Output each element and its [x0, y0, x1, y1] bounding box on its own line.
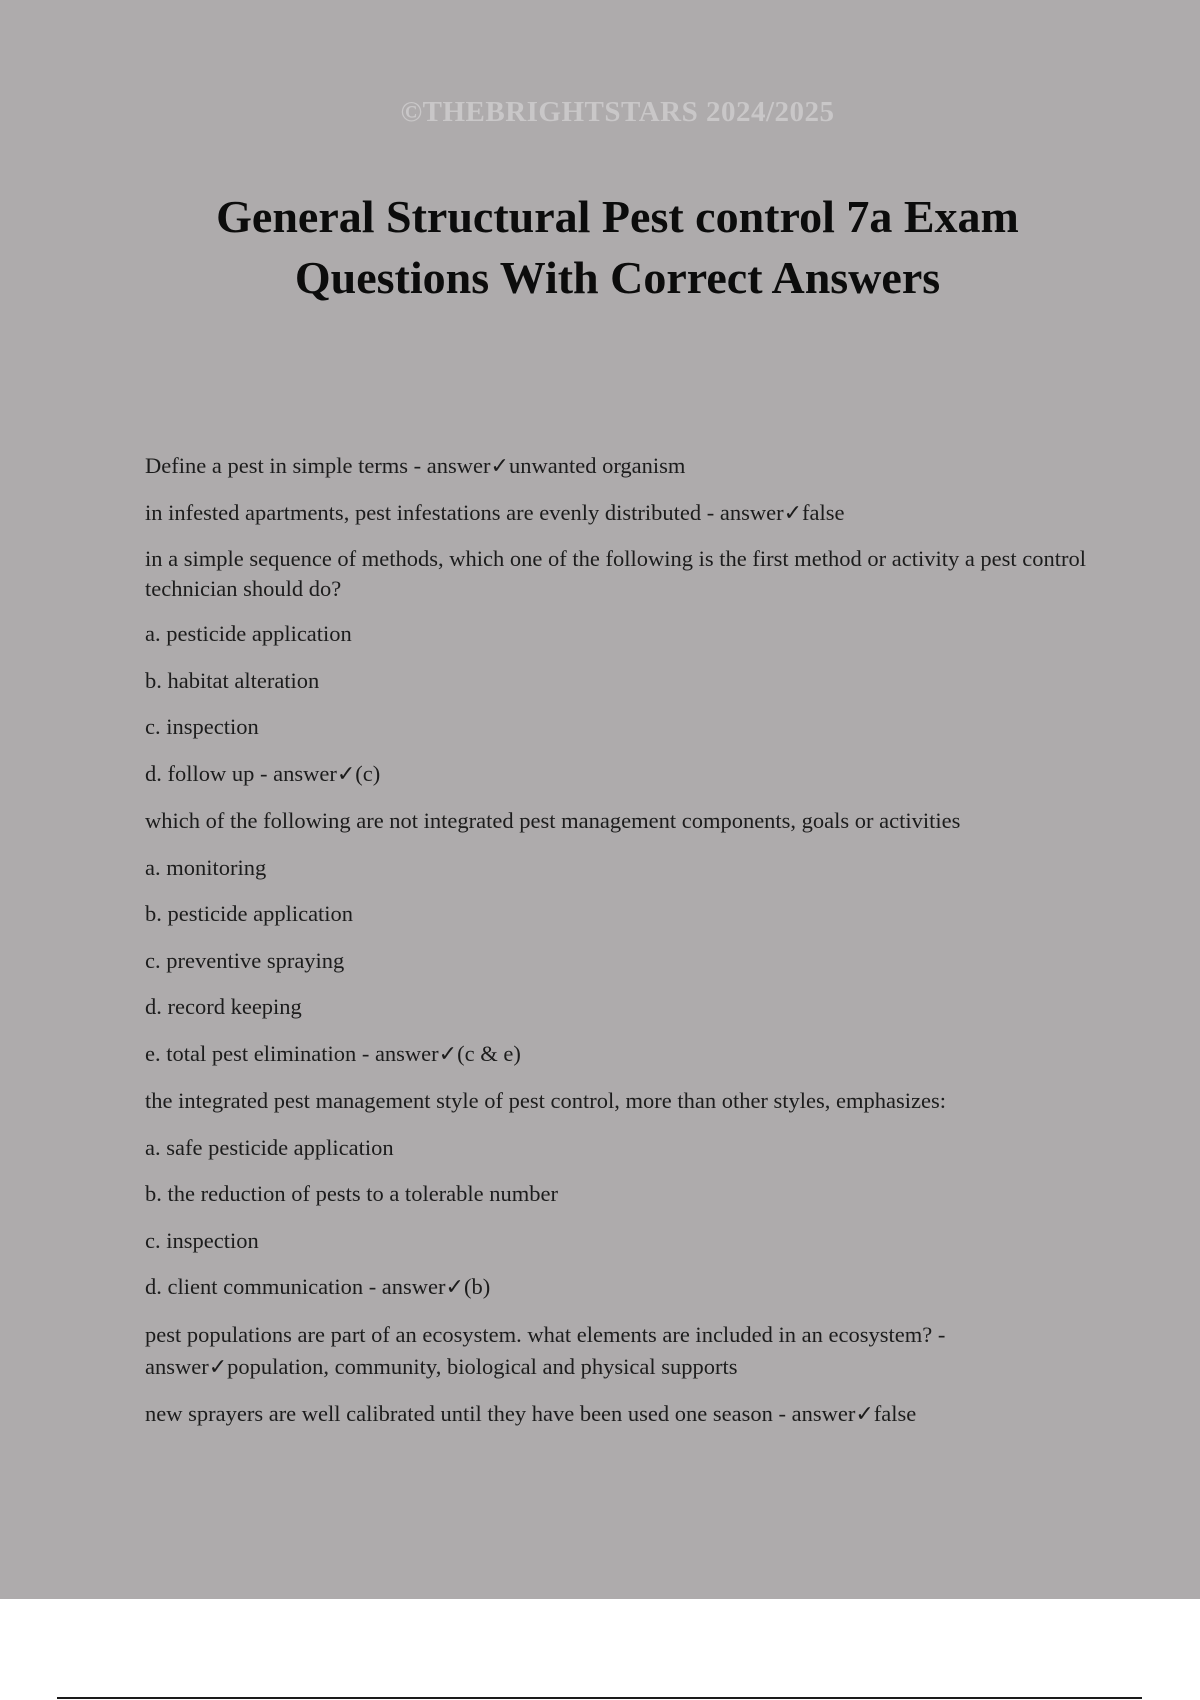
checkmark-icon: ✓: [490, 454, 509, 479]
option-line: b. habitat alteration: [145, 667, 320, 693]
option-line: c. inspection: [145, 714, 259, 739]
option-line: c. inspection: [145, 1227, 259, 1253]
option-line: c. preventive spraying: [145, 947, 345, 973]
question-line: which of the following are not integrated pest management components, goals or activities: [145, 808, 961, 833]
qa-line: in infested apartments, pest infestations are evenly distributed - answer✓false: [145, 500, 845, 526]
checkmark-icon: ✓: [855, 1401, 874, 1427]
checkmark-icon: ✓: [438, 1041, 458, 1067]
qa-line: d. follow up - answer✓(c): [145, 760, 381, 787]
qa-line: pest populations are part of an ecosystem. what elements are included in an ecosystem? - answer✓population, community, biological and physical supports: [145, 1321, 946, 1380]
question-line: the integrated pest management style of pest control, more than other styles, emphasizes:: [145, 1088, 947, 1113]
checkmark-icon: ✓: [336, 761, 356, 787]
checkmark-icon: ✓: [783, 501, 802, 526]
option-line: d. record keeping: [145, 994, 302, 1019]
footer-divider: [57, 1697, 1142, 1699]
title-line-1: General Structural Pest control 7a Exam: [216, 191, 1019, 242]
option-line: a. monitoring: [145, 854, 267, 880]
qa-line: Define a pest in simple terms - answer✓unwanted organism: [145, 453, 686, 479]
title-line-2: Questions With Correct Answers: [294, 252, 941, 303]
qa-line: d. client communication - answer✓(b): [145, 1274, 491, 1300]
option-line: a. safe pesticide application: [145, 1134, 394, 1160]
option-line: b. the reduction of pests to a tolerable number: [145, 1181, 558, 1206]
question-line: in a simple sequence of methods, which one of the following is the first method or activity a pest control technician should do?: [145, 546, 1087, 601]
option-line: b. pesticide application: [145, 901, 354, 926]
page-title: [0, 186, 1200, 308]
checkmark-icon: ✓: [208, 1354, 228, 1380]
qa-line: new sprayers are well calibrated until they have been used one season - answer✓false: [145, 1400, 917, 1427]
qa-line: e. total pest elimination - answer✓(c & e): [145, 1040, 521, 1067]
watermark: ©THEBRIGHTSTARS 2024/2025: [400, 96, 835, 128]
checkmark-icon: ✓: [445, 1275, 464, 1300]
option-line: a. pesticide application: [145, 621, 352, 646]
qa-list: [145, 450, 1095, 1445]
